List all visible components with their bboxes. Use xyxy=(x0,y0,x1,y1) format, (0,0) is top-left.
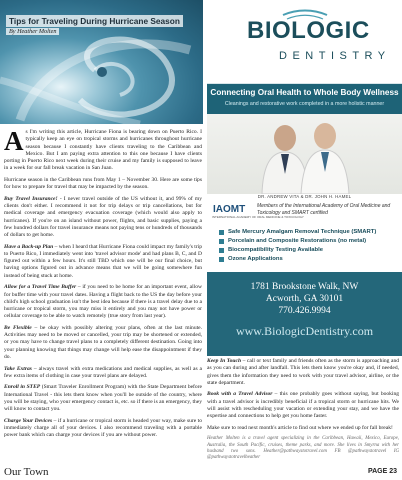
tip-paragraph xyxy=(207,358,399,387)
doctors-photo xyxy=(207,114,402,194)
ad-address-line1: 1781 Brookstone Walk, NW xyxy=(250,282,359,292)
intro-text: s I'm writing this article, Hurricane Fiona is bearing down on Puerto Rico. I typically keep an eye on tropical storms and hurricanes throughout hurricane season because I constantly have clients traveling to the Caribbean and Mexico. But I am paying extra attention to this one because I have clients porting in Puerto Rico next week during their cruise and my family is supposed to leave in a week for our fall break vacation in San Juan. xyxy=(4,129,202,172)
tip-lead: Keep In Touch xyxy=(207,358,242,364)
tip-paragraph xyxy=(4,366,202,381)
tip-paragraph xyxy=(207,391,399,420)
ad-subtagline: Cleanings and restorative work completed in a more holistic manner xyxy=(224,101,385,107)
article-byline: By Heather Molten xyxy=(6,28,59,35)
article-right-column xyxy=(207,358,399,466)
hurricane-hero-image xyxy=(0,0,203,124)
tip-text: – if you need to be home for an important event, allow for buffer time with your travel dates. Having a flight back to the US the day before your child's high school graduation isn't the best idea because if there is a travel delay due to a hurricane or tropical storm, you may miss it entirely and you may not have power or cellular coverage to be able to watch remotely (true story from last year). xyxy=(4,284,202,320)
tip-lead: Buy Travel Insurance! xyxy=(4,195,58,202)
intro-paragraph xyxy=(4,126,202,173)
tip-lead: Have a Back-up Plan xyxy=(4,243,54,250)
ad-tagline-band xyxy=(207,84,402,114)
tip-lead: Be Flexible xyxy=(4,324,32,331)
tip-paragraph xyxy=(4,325,202,361)
tip-paragraph xyxy=(4,384,202,413)
doctors-names: DR. ANDREW VITA & DR. JOHN H. HAMEL xyxy=(257,194,352,199)
tip-lead: Enroll in STEP xyxy=(4,384,41,391)
service-item: Ozone Applications xyxy=(219,255,399,264)
author-bio: Heather Molten is a travel agent specializing in the Caribbean, Hawaii, Mexico, Europe, Australia, the South Pacific, cruises, theme parks, and more. She lives in Smyrna with her husband two sons. Heather@pathwaystotravel.com FB @pathwaystotravel IG @pathwaystotravelheather xyxy=(207,436,399,461)
tip-text: – be okay with possibly altering your plans, often at the last minute. Activities may need to be moved or cancelled, your trip may be shortened or extended, or you may have to change travel plans to a completely different destination. Going into your planning knowing that things may change will help ease the disappointment if they do. xyxy=(4,324,202,360)
tip-text: - I never travel outside of the US without it, and 99% of my clients don't either. I recommend it not for trip delays or trip cancellations, but for medical coverage and emergency evacuation coverage (which would also apply to hurricanes). If you're on an island without power, flights, and basic supplies, paying a few hundred dollars for travel insurance means not paying tens or hundreds of thousands of dollars to get home. xyxy=(4,195,203,239)
season-paragraph: Hurricane season in the Caribbean runs from May 1 – November 30. Here are some tips for how to prepare for travel that may be impacted by the season. xyxy=(4,176,202,191)
tip-lead: Charge Your Devices xyxy=(4,417,53,424)
tip-text: (Smart Traveler Enrollment Program) with the State Department before International Travel - this lets them know when you'll be outside of the country, where you will be staying, who your emergency contact is, etc. so if there is an emergency, they will know to contact you. xyxy=(4,384,202,413)
tip-lead: Book with a Travel Advisor xyxy=(207,391,273,398)
tip-text: – always travel with extra medications and medical supplies, as well as a few extra items of clothing in case your travel plans are delayed. xyxy=(4,365,202,379)
tip-text: – this one probably goes without saying, but booking with a travel advisor is incredibly beneficial if a tropical storm or hurricane hits. We will assist with rescheduling your vacation or extending your stay, and we have the expertise and connections to help get you home faster. xyxy=(207,391,400,420)
biologic-dentistry-ad[interactable] xyxy=(207,0,402,356)
ad-logo-area xyxy=(207,0,402,84)
publication-name: Our Town xyxy=(4,466,49,478)
logo-dentistry: DENTISTRY xyxy=(279,50,391,62)
tip-text: – call or text family and friends often as the storm is approaching and as you can during and after landfall. This lets them know you're okay and, if needed, gives them the information they need to work with your travel advisor, airline, or the state department. xyxy=(207,358,400,386)
closing-paragraph: Make sure to read next month's article to find out where we ended up for fall break! xyxy=(207,424,393,431)
logo-biologic: BIOLOGIC xyxy=(247,17,370,44)
dropcap: A xyxy=(4,126,24,156)
tip-text: – if a hurricane or tropical storm is headed your way, make sure to immediately charge all of your devices. I also recommend traveling with a portable power bank which can charge your devices if you are without power. xyxy=(4,417,202,439)
ad-tagline: Connecting Oral Health to Whole Body Wellness xyxy=(210,88,399,97)
square-bullet-icon xyxy=(219,257,224,262)
article-title: Tips for Traveling During Hurricane Season xyxy=(6,15,183,27)
ad-website-link[interactable]: www.BiologicDentistry.com xyxy=(235,324,374,338)
square-bullet-icon xyxy=(219,248,224,253)
service-item: Safe Mercury Amalgam Removal Technique (SMART) xyxy=(219,228,399,237)
iaomt-membership-text: Members of the International Academy of Oral Medicine and Toxicology and SMART certified xyxy=(257,203,391,216)
square-bullet-icon xyxy=(219,239,224,244)
ad-address-line2: Acworth, GA 30101 xyxy=(265,294,344,304)
service-item: Porcelain and Composite Restorations (no metal) xyxy=(219,237,399,246)
tip-paragraph xyxy=(4,244,202,280)
tip-lead: Take Extras xyxy=(4,365,32,372)
tip-paragraph xyxy=(4,284,202,320)
page-number: PAGE 23 xyxy=(367,468,397,475)
services-list xyxy=(219,228,399,264)
tip-paragraph xyxy=(4,418,202,440)
doctors-photo-graphic xyxy=(207,114,402,194)
iaomt-logo: IAOMT xyxy=(213,204,246,215)
ad-contact-block xyxy=(207,272,402,356)
square-bullet-icon xyxy=(219,230,224,235)
tip-text: – when I heard that Hurricane Fiona could impact my family's trip to Puerto Rico, I immediately went into 'travel advisor mode' and had plans B, C, and D figured out within a few hours. It's still TBD which one will be our final choice, but having options figured out in advance means that we will be going somewhere fun instead of being stuck at home. xyxy=(4,243,202,279)
service-item: Biocompatibility Testing Available xyxy=(219,246,399,255)
tip-paragraph xyxy=(4,196,202,240)
article-left-column xyxy=(4,126,203,444)
tip-lead: Allow for a Travel Time Buffer xyxy=(4,284,77,291)
iaomt-logo-subtext: INTERNATIONAL ACADEMY OF ORAL MEDICINE & TOXICOLOGY xyxy=(212,215,304,219)
ad-phone[interactable]: 770.426.9994 xyxy=(278,306,331,316)
